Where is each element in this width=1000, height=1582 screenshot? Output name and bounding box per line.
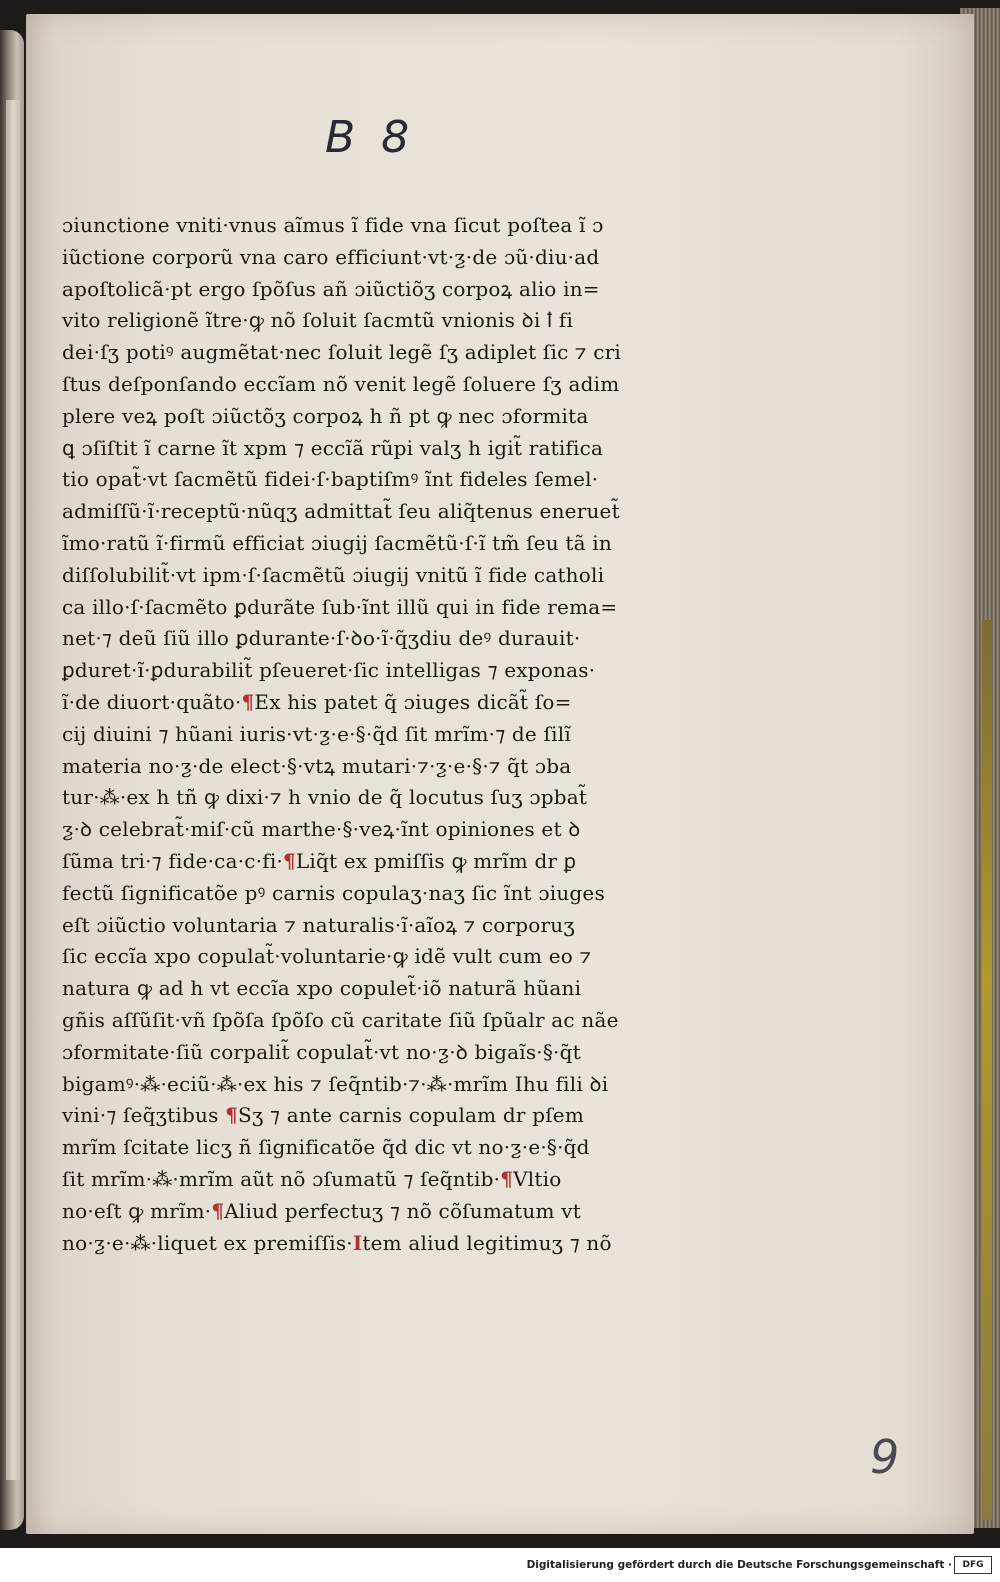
folio-number: 9 — [870, 1430, 900, 1484]
text-line-segment: eſt ɔiũctio voluntaria ⁊ naturalis·ĩ·aĩoꝝ ⁊ corporuʒ — [62, 912, 575, 937]
text-line-segment: tem aliud legitimuʒ ⁊ nõ — [362, 1230, 612, 1255]
text-line-segment: no·eſt ꝙ mrĩm· — [62, 1198, 212, 1223]
text-line — [62, 973, 662, 1005]
text-line — [62, 1196, 662, 1228]
text-line — [62, 1069, 662, 1101]
text-line — [62, 655, 662, 687]
text-line-segment: ca illo·ſ·ſacmẽto ꝑdurãte ſub·ĩnt illũ qui in fide rema= — [62, 594, 618, 619]
text-line — [62, 369, 662, 401]
text-line — [62, 623, 662, 655]
text-line-segment: net·⁊ deũ ſiũ illo ꝑdurante·ſ·ꝺo·ĩ·q̃ʒdiu deꝰ durauit· — [62, 626, 581, 651]
text-line — [62, 401, 662, 433]
text-line — [62, 433, 662, 465]
footer-credit: Digitalisierung gefördert durch die Deutsche Forschungsgemeinschaft · — [526, 1559, 952, 1571]
text-line — [62, 846, 662, 878]
text-line — [62, 814, 662, 846]
text-line — [62, 687, 662, 719]
signature-mark: B 8 — [325, 112, 416, 163]
text-line-segment: plere veꝝ poſt ɔiũctõʒ corpoꝝ h ñ pt ꝙ nec ɔformita — [62, 403, 589, 428]
text-line — [62, 1132, 662, 1164]
text-line-segment: ĩmo·ratũ ĩ·firmũ efficiat ɔiugij ſacmẽtũ·ſ·ĩ tm̃ ſeu tã in — [62, 530, 612, 555]
text-line-segment: Aliud perfectuʒ ⁊ nõ cõſumatum vt — [224, 1198, 581, 1223]
rubric-mark: ¶ — [241, 689, 255, 714]
text-line — [62, 210, 662, 242]
text-line — [62, 719, 662, 751]
text-line — [62, 878, 662, 910]
text-line — [62, 1037, 662, 1069]
rubric-mark: ¶ — [282, 848, 296, 873]
text-line-segment: ɔformitate·ſiũ corpalit̃ copulat̃·vt no·ƺ·ꝺ bigaĩs·§·q̃t — [62, 1039, 581, 1064]
text-line — [62, 1228, 662, 1260]
text-line-segment: ĩ·de diuort·quãto· — [62, 689, 242, 714]
rubric-mark: I — [352, 1230, 363, 1255]
text-line-segment: vini·⁊ ſeq̃ʒtibus — [62, 1103, 226, 1128]
text-line — [62, 910, 662, 942]
text-line — [62, 496, 662, 528]
text-line-segment: ꝑduret·ĩ·ꝑdurabilit̃ pſeueret·ſic intelligas ⁊ exponas· — [62, 658, 596, 683]
text-line-segment: vito religionẽ ĩtre·ꝙ nõ ſoluit ſacmtũ vnionis ꝺi ꝉ fi — [62, 308, 574, 333]
text-line — [62, 464, 662, 496]
previous-leaf-surface — [6, 100, 20, 1480]
text-line-segment: no·ƺ·e·⁂·liquet ex premiſſis· — [62, 1230, 353, 1255]
rubric-mark: ¶ — [211, 1198, 225, 1223]
text-line — [62, 782, 662, 814]
text-line-segment: admiſſũ·ĩ·receptũ·nũqʒ admittat̃ ſeu aliq̃tenus eneruet̃ — [62, 499, 620, 524]
text-line-segment: Sʒ ⁊ ante carnis copulam dr pſem — [238, 1103, 585, 1128]
text-line-segment: ꝗ ɔſiſtit ĩ carne ĩt xpm ⁊ eccĩã rũpi valʒ h igit̃ ratifica — [62, 435, 604, 460]
text-line-segment: ƺ·ꝺ celebrat̃·miſ·cũ marthe·§·veꝝ·ĩnt opiniones et ꝺ — [62, 817, 581, 842]
text-line — [62, 305, 662, 337]
text-line — [62, 560, 662, 592]
text-line-segment: gñis aſſũſit·vñ ſpõſa ſpõſo cũ caritate ſiũ ſpũalr ac nãe — [62, 1007, 619, 1032]
text-line-segment: ſũma tri·⁊ fide·ca·c·fi· — [62, 848, 283, 873]
text-line-segment: Vltio — [513, 1166, 562, 1191]
text-line — [62, 592, 662, 624]
rubric-mark: ¶ — [500, 1166, 514, 1191]
text-line-segment: diſſolubilit̃·vt ipm·ſ·ſacmẽtũ ɔiugij vnitũ ĩ fide catholi — [62, 562, 605, 587]
text-line — [62, 274, 662, 306]
text-line-segment: tur·⁂·ex h tñ ꝙ dixi·⁊ h vnio de q̃ locutus ſuʒ ɔpbat̃ — [62, 785, 588, 810]
text-line-segment: Liq̃t ex pmiſſis ꝙ mrĩm dr ꝑ — [295, 848, 577, 873]
text-line-segment: mrĩm ſcitate licʒ ñ ſignificatõe q̃d dic vt no·ƺ·e·§·q̃d — [62, 1135, 590, 1160]
text-line-segment: ſit mrĩm·⁂·mrĩm aũt nõ ɔſumatũ ⁊ ſeq̃ntib· — [62, 1166, 501, 1191]
text-line — [62, 941, 662, 973]
text-line — [62, 751, 662, 783]
text-line — [62, 1100, 662, 1132]
text-line — [62, 337, 662, 369]
text-line — [62, 528, 662, 560]
text-line-segment: ſtus deſponſando eccĩam nõ venit legẽ ſoluere ſʒ adim — [62, 371, 620, 396]
printed-text-block — [62, 210, 662, 1259]
dfg-logo: DFG — [954, 1556, 992, 1574]
text-line-segment: fectũ ſignificatõe pꝰ carnis copulaʒ·naʒ ſic ĩnt ɔiuges — [62, 880, 605, 905]
text-line-segment: Ex his patet q̃ ɔiuges dicãt̃ ſo= — [254, 689, 572, 714]
text-line-segment: iũctione corporũ vna caro efficiunt·vt·ƺ·de ɔũ·diu·ad — [62, 244, 600, 269]
text-line-segment: ɔiunctione vniti·vnus aĩmus ĩ fide vna ſicut poſtea ĩ ɔ — [62, 213, 604, 237]
text-line-segment: bigamꝰ·⁂·eciũ·⁂·ex his ⁊ ſeq̃ntib·⁊·⁂·mrĩm Ihu fili ꝺi — [62, 1071, 609, 1096]
text-line — [62, 1164, 662, 1196]
gilt-edge — [982, 620, 992, 1520]
text-line-segment: materia no·ƺ·de elect·§·vtꝝ mutari·⁊·ƺ·e·§·⁊ q̃t ɔba — [62, 753, 572, 778]
previous-leaf-edge — [0, 30, 24, 1530]
text-line-segment: dei·ſʒ potiꝰ augmẽtat·nec ſoluit legẽ ſʒ adiplet ſic ⁊ cri — [62, 340, 622, 365]
rubric-mark: ¶ — [225, 1103, 239, 1128]
text-line-segment: tio opat̃·vt ſacmẽtũ fidei·ſ·baptiſmꝰ ĩnt fideles ſemel· — [62, 467, 599, 492]
text-line-segment: ſic eccĩa xpo copulat̃·voluntarie·ꝙ idẽ vult cum eo ⁊ — [62, 944, 592, 969]
text-line — [62, 1005, 662, 1037]
text-line-segment: cij diuini ⁊ hũani iuris·vt·ƺ·e·§·q̃d ſit mrĩm·⁊ de ſilĩ — [62, 721, 571, 746]
text-line — [62, 242, 662, 274]
text-line-segment: apoſtolicã·pt ergo ſpõſus añ ɔiũctiõʒ corpoꝝ alio in= — [62, 276, 600, 301]
text-line-segment: natura ꝙ ad h vt eccĩa xpo copulet̃·iõ naturã hũani — [62, 976, 582, 1001]
